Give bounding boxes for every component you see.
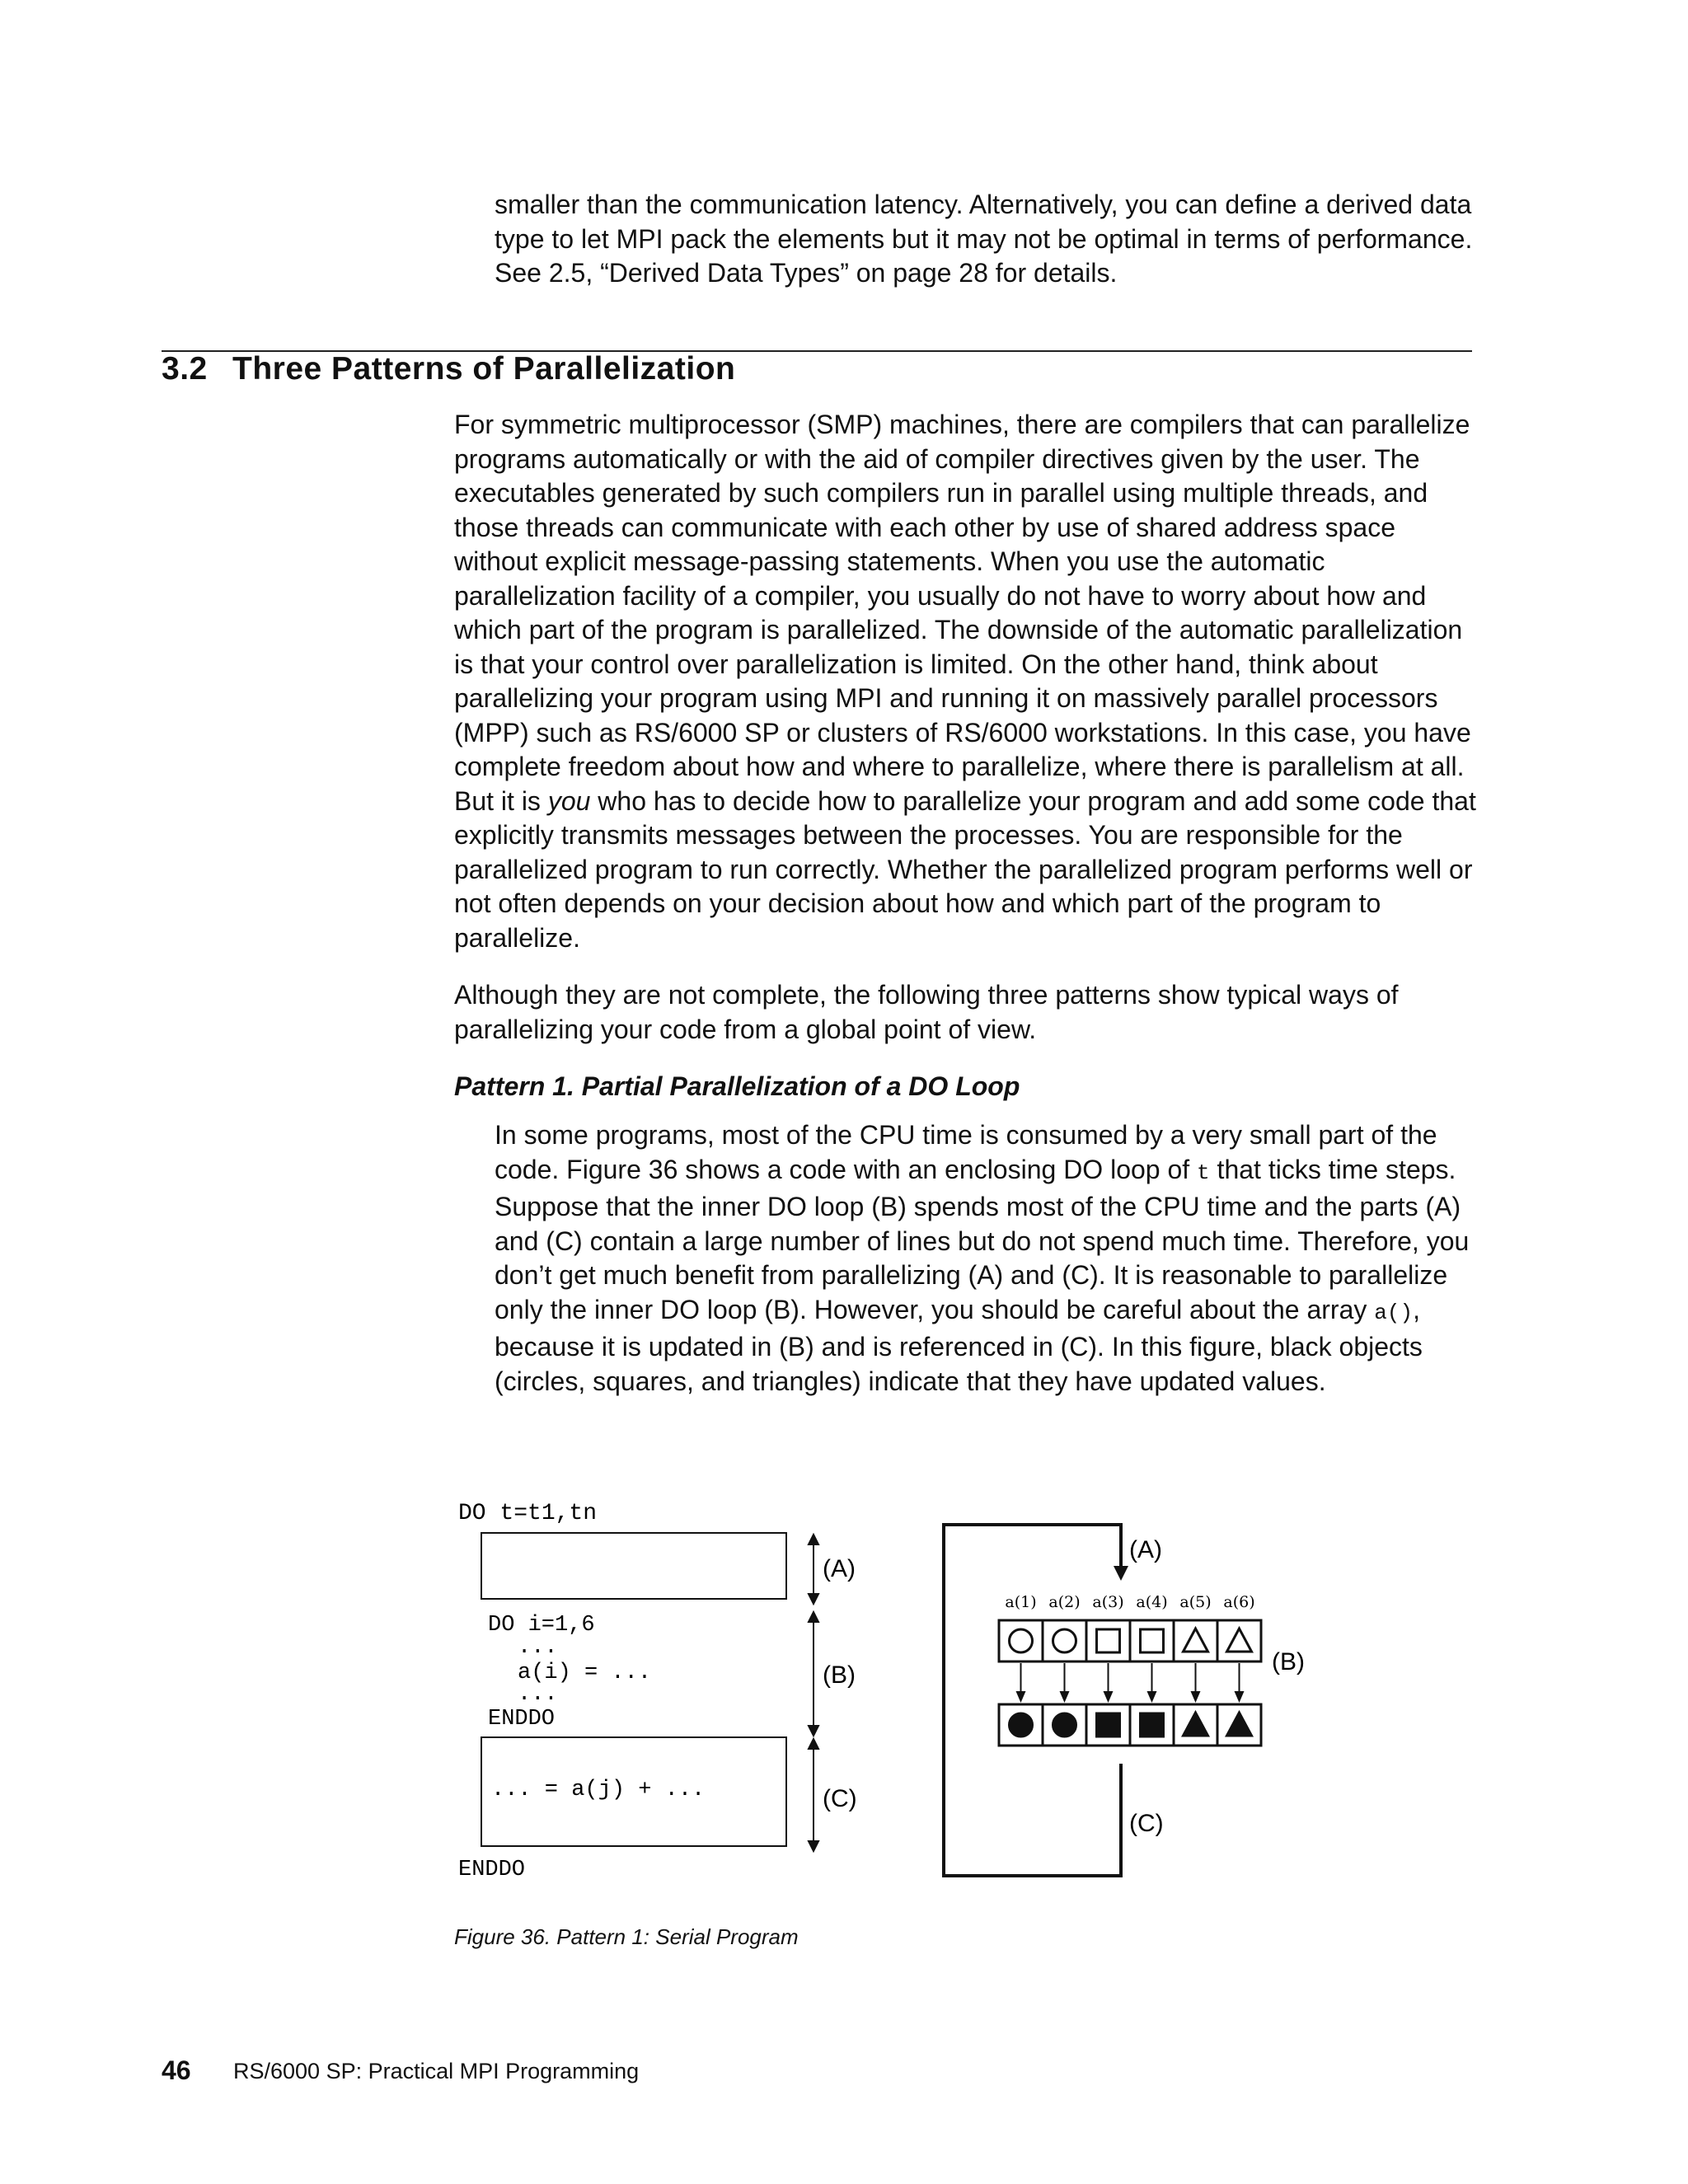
intro-paragraph: smaller than the communication latency. Alternatively, you can define a derived data type to let MPI pack the elements but it may not be optimal in terms of performance. See 2.5, “Derived Data Types” on page 28 for details. (495, 190, 1473, 288)
book-title: RS/6000 SP: Practical MPI Programming (233, 2059, 640, 2083)
right-label-c: (C) (1129, 1810, 1164, 1837)
array-after (999, 1704, 1261, 1746)
array-label: a(1) (1005, 1593, 1037, 1611)
figure-36 (445, 1483, 1335, 1916)
update-arrows (1016, 1663, 1245, 1703)
left-label-b: (B) (823, 1661, 856, 1689)
code-outer-enddo: ENDDO (458, 1858, 526, 1882)
section-heading (162, 351, 735, 387)
arrowhead-icon (1191, 1691, 1201, 1703)
left-label-a: (A) (823, 1555, 856, 1582)
element-open-triangle-icon (1184, 1629, 1208, 1652)
left-label-c: (C) (823, 1785, 857, 1812)
array-label: a(2) (1048, 1593, 1081, 1611)
loop-frame (944, 1525, 1124, 1876)
element-open-triangle-icon (1227, 1629, 1252, 1652)
element-open-circle-icon (1053, 1629, 1076, 1652)
array-cell-before (1130, 1620, 1174, 1661)
element-filled-triangle-icon (1227, 1713, 1252, 1736)
arrowhead-icon (1147, 1691, 1157, 1703)
figure-36-diagram (445, 1483, 1335, 1912)
element-filled-circle-icon (1010, 1713, 1033, 1736)
figure-caption: Figure 36. Pattern 1: Serial Program (454, 1924, 799, 1949)
arrowhead-icon (1235, 1691, 1245, 1703)
array-label: a(5) (1179, 1593, 1212, 1611)
element-open-square-icon (1141, 1629, 1164, 1652)
pattern-1-heading: Pattern 1. Partial Parallelization of a DO Loop (454, 1071, 1020, 1101)
array-label: a(6) (1223, 1593, 1255, 1611)
pattern-1-paragraph: In some programs, most of the CPU time is consumed by a very small part of the code. Figure 36 shows a code with an enclosing DO loop of t that ticks time steps. Suppose that the inner DO loop (B) spends most of the CPU time and the parts (A) and (C) contain a large number of lines but do not spend much time. Therefore, you don’t get much benefit from parallelizing (A) and (C). It is reasonable to parallelize only the inner DO loop (B). However, you should be careful about the array a(), because it is updated in (B) and is referenced in (C). In this figure, black objects (circles, squares, and triangles) indicate that they have updated values. (495, 1120, 1470, 1396)
right-label-b: (B) (1272, 1648, 1305, 1675)
page-number: 46 (162, 2055, 191, 2085)
array-before (999, 1620, 1261, 1661)
inline-code-a: a() (1374, 1300, 1414, 1325)
emphasis-you: you (547, 785, 591, 816)
element-filled-square-icon (1097, 1713, 1120, 1736)
code-inner-do: DO i=1,6 (488, 1613, 595, 1638)
inline-code-t: t (1197, 1160, 1210, 1185)
array-label: a(3) (1092, 1593, 1124, 1611)
body-paragraph-1: For symmetric multiprocessor (SMP) machines, there are compilers that can parallelize programs automatically or with the aid of compiler directives given by the user. The executables generated by such compilers run in parallel using multiple threads, and those threads can communicate with each other by use of shared address space without explicit message-passing statements. When you use the automatic parallelization facility of a compiler, you usually do not have to worry about how and which part of the program is parallelized. The downside of the automatic parallelization is that your control over parallelization is limited. On the other hand, think about parallelizing your program using MPI and running it on massively parallel processors (MPP) such as RS/6000 SP or clusters of RS/6000 workstations. In this case, you have complete freedom about how and where to parallelize, where there is parallelism at all. But it is you who has to decide how to parallelize your program and add some code that explicitly transmits messages between the processes. You are responsible for the parallelized program to run correctly. Whether the parallelized program performs well or not often depends on your decision about how and which part of the program to parallelize. (454, 410, 1476, 953)
code-assign: a(i) = ... (518, 1661, 652, 1685)
code-dots-2: ... (518, 1682, 558, 1707)
right-label-a: (A) (1129, 1536, 1162, 1563)
array-cell-before (1086, 1620, 1130, 1661)
arrowhead-icon (1016, 1691, 1026, 1703)
section-number: 3.2 (162, 351, 208, 387)
element-filled-square-icon (1141, 1713, 1164, 1736)
element-filled-circle-icon (1053, 1713, 1076, 1736)
array-cell-before (1043, 1620, 1086, 1661)
array-element-labels (1005, 1593, 1254, 1611)
section-title: Three Patterns of Parallelization (232, 351, 736, 387)
code-dots-1: ... (518, 1635, 558, 1660)
element-open-square-icon (1097, 1629, 1120, 1652)
array-label: a(4) (1136, 1593, 1168, 1611)
code-inner-enddo: ENDDO (488, 1707, 556, 1732)
code-outer-do: DO t=t1,tn (458, 1501, 598, 1526)
array-cell-before (999, 1620, 1043, 1661)
element-filled-triangle-icon (1184, 1713, 1208, 1736)
body-paragraph-2: Although they are not complete, the following three patterns show typical ways of parallelizing your code from a global point of view. (454, 980, 1399, 1044)
left-brackets (809, 1535, 818, 1851)
arrowhead-icon (1060, 1691, 1070, 1703)
code-reference: ... = a(j) + ... (491, 1778, 706, 1802)
block-a-box (481, 1533, 786, 1599)
element-open-circle-icon (1010, 1629, 1033, 1652)
loop-entry-arrowhead (1114, 1566, 1128, 1581)
arrowhead-icon (1104, 1691, 1114, 1703)
